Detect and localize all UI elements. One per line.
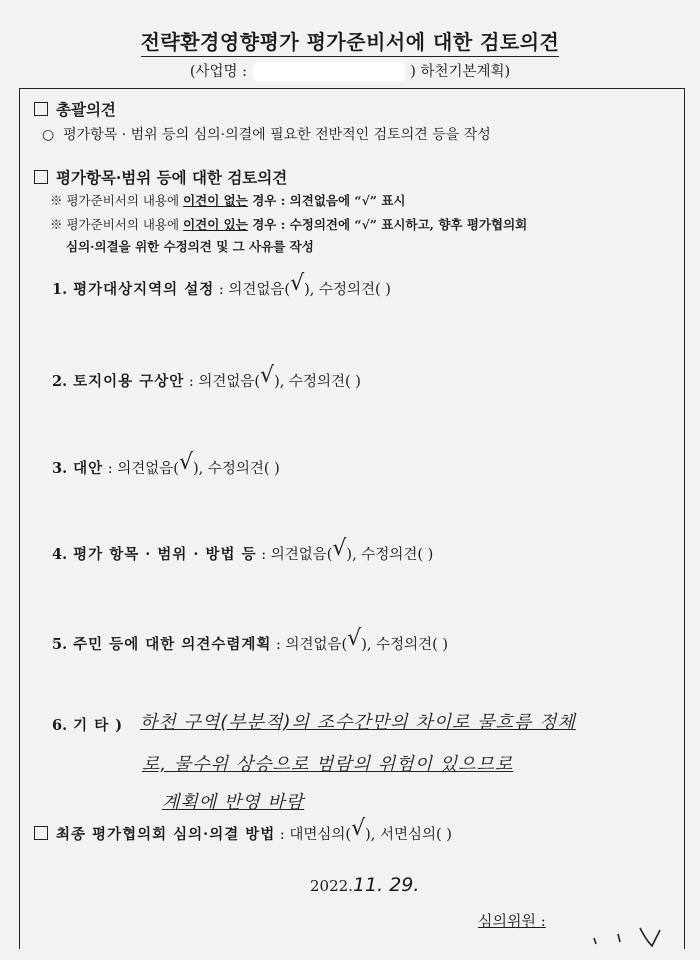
circle-bullet-icon: ○: [42, 127, 55, 143]
item-3: 3. 대안 : 의견없음(√), 수정의견( ): [52, 450, 280, 477]
handwritten-comment-line-1: 하천 구역(부분적)의 조수간만의 차이로 물흐름 정체: [140, 712, 576, 733]
note-objection: ※ 평가준비서의 내용에 이견이 있는 경우 : 수정의견에 “√” 표시하고, 향후 평가협의회: [50, 217, 528, 232]
item-4: 4. 평가 항목 · 범위 · 방법 등 : 의견없음(√), 수정의견( ): [52, 536, 434, 563]
project-name-line: (사업명 : ) 하천기본계획): [189, 64, 511, 80]
checkmark-icon: √: [290, 271, 305, 296]
review-date: 2022.11. 29.: [310, 874, 420, 896]
redacted-project-name: [254, 63, 404, 81]
handwritten-comment-line-3: 계획에 반영 바람: [162, 792, 305, 813]
note-objection-cont: 심의·의결을 위한 수정의견 및 그 사유를 작성: [66, 239, 314, 254]
item-1: 1. 평가대상지역의 설정 : 의견없음(√), 수정의견( ): [52, 271, 391, 298]
checkmark-icon: √: [351, 816, 366, 841]
checkbox-square: [34, 826, 48, 840]
item-2: 2. 토지이용 구상안 : 의견없음(√), 수정의견( ): [52, 363, 361, 390]
signer-label: 심의위원 :: [478, 912, 546, 930]
signature-mark: [590, 922, 670, 948]
note-no-objection: ※ 평가준비서의 내용에 이견이 없는 경우 : 의견없음에 “√” 표시: [50, 193, 406, 208]
checkmark-icon: √: [178, 450, 193, 475]
handwritten-comment-line-2: 로, 물수위 상승으로 범람의 위험이 있으므로: [142, 754, 514, 775]
checkbox-square: [34, 102, 48, 116]
item-5: 5. 주민 등에 대한 의견수렴계획 : 의견없음(√), 수정의견( ): [52, 626, 449, 653]
general-heading: 총괄의견: [34, 98, 116, 120]
checkmark-icon: √: [332, 536, 347, 561]
checkmark-icon: √: [347, 626, 362, 651]
checkbox-square: [34, 170, 48, 184]
document-title: 전략환경영향평가 평가준비서에 대한 검토의견: [0, 26, 700, 55]
review-heading: 평가항목·범위 등에 대한 검토의견: [34, 166, 287, 188]
general-bullet: ○ 평가항목 · 범위 등의 심의·의결에 필요한 전반적인 검토의견 등을 작성: [42, 127, 491, 143]
final-method: 최종 평가협의회 심의·의결 방법 : 대면심의(√), 서면심의( ): [34, 820, 452, 845]
checkmark-icon: √: [260, 363, 275, 388]
item-6-other: 6. 기 타 ): [52, 717, 124, 734]
